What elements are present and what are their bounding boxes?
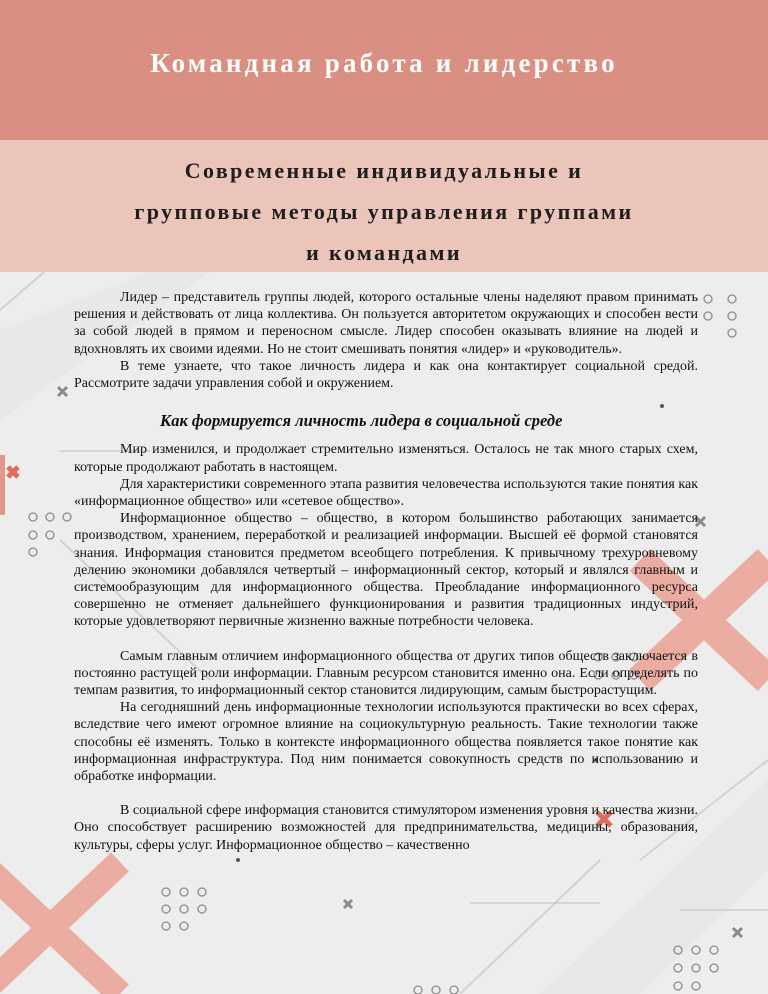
decor-pink-cross-left bbox=[0, 862, 120, 994]
body-paragraph: В социальной сфере информация становится стимулятором изменения уровня и качества жизни. Оно способствует расширению возможностей для предпринимательства, медицины, образования, культуры, сферы услуг. Информационное общество – качественно bbox=[74, 803, 698, 853]
section-title-line: групповые методы управления группами bbox=[134, 199, 634, 224]
document-body bbox=[74, 289, 698, 854]
subsection-heading: Как формируется личность лидера в социальной среде bbox=[160, 411, 563, 431]
section-title-line: Современные индивидуальные и bbox=[184, 158, 584, 183]
section-title-band bbox=[0, 140, 768, 272]
section-title bbox=[0, 150, 768, 273]
body-paragraph: На сегодняшний день информационные технологии используются практически во всех сферах, вследствие чего имеют огромное влияние на социокультурную реальность. Такие технологии также способны её изменять. Только в контексте информационного общества появляется такое понятие как информационная инфраструктура. Под ним понимается совокупность средств по использованию и обработке информации. bbox=[74, 700, 698, 785]
intro-paragraph: Лидер – представитель группы людей, которого остальные члены наделяют правом принимать решения и действовать от лица коллектива. Он пользуется авторитетом окружающих и способен вести за собой людей в прямом и переносном смысле. Лидер способен оказывать влияние на людей и вдохновлять их своими идеями. Но не стоит смешивать понятия «лидер» и «руководитель». bbox=[74, 290, 698, 357]
document-title: Командная работа и лидерство bbox=[150, 48, 618, 78]
body-paragraph: Для характеристики современного этапа развития человечества используются такие понятия как «информационное общество» или «сетевое общество». bbox=[74, 476, 698, 510]
body-paragraph: Самым главным отличием информационного общества от других типов обществ заключается в постоянно растущей роли информации. Главным ресурсом становится именно она. Если определять по темпам развития, то информационный сектор становится лидирующим, самым быстрорастущим. bbox=[74, 648, 698, 699]
intro-paragraph: В теме узнаете, что такое личность лидера и как она контактирует социальной средой. Рассмотрите задачи управления собой и окружением. bbox=[74, 358, 698, 392]
body-paragraph: Мир изменился, и продолжает стремительно изменяться. Осталось не так много старых схем, которые продолжают работать в настоящем. bbox=[74, 442, 698, 475]
decor-pink-bar bbox=[0, 455, 5, 515]
section-title-line: и командами bbox=[306, 240, 462, 265]
body-paragraph: Информационное общество – общество, в котором большинство работающих занимается производством, хранением, переработкой и реализацией информации. Высшей её формой становятся знания. Информация становится предметом всеобщего потребления. К привычному трехуровневому делению экономики добавлялся четвертый – информационный сектор, который и являлся главным и системообразующим для информационного общества. Преобладание информационного ресурса совершенно не отменяет дальнейшего функционирования и развития традиционных индустрий, которые удовлетворяют первичные жизненно важные потребности человека. bbox=[74, 511, 698, 630]
page-header bbox=[0, 0, 768, 140]
